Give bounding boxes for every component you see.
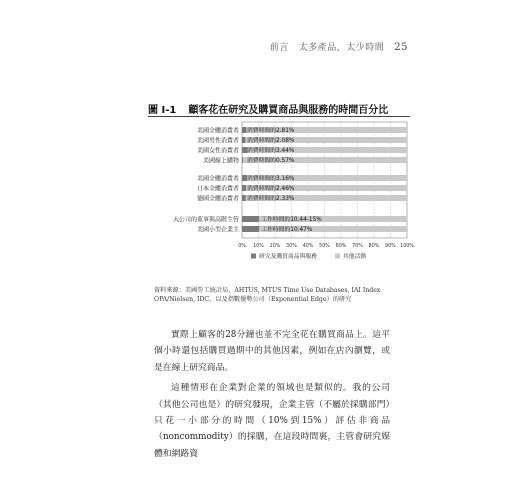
source-note: 資料來源：美國勞工統計局，AHTUS, MTUS Time Use Databases, IAI Index OPA/Nielsen, IDC，以及指數優勢公司（Exponential Edge）的研究 [154,287,381,304]
x-tick-label: 100% [400,244,414,249]
bar-data-label: 消費時間的2.81% [247,128,295,135]
category-label: 美國線上購物 [202,157,239,165]
bar-research [242,137,245,143]
bar-research [242,195,246,201]
x-tick-label: 50% [319,244,330,249]
x-tick-label: 70% [352,244,363,249]
category-label: 德國全體消費者 [196,195,239,203]
running-head-title: 太多產品，太少時間 [298,43,385,53]
x-tick-label: 90% [385,244,396,249]
bar-data-label: 消費時間的3.16% [247,176,295,183]
bar-data-label: 工作時間的10.44-15% [261,217,322,224]
category-label: 美國小型企業主 [196,226,239,234]
running-head-section: 前言 [269,43,289,53]
x-tick-label: 0% [238,244,246,249]
figure-caption: 顧客花在研究及購買商品與服務的時間百分比 [188,105,389,116]
running-head [270,40,408,53]
x-tick-label: 20% [269,244,281,249]
bar-data-label: 消費時間的2.33% [247,196,295,203]
body-text [154,327,390,466]
figure-label: 圖 I-1 [148,105,177,116]
paragraph: 這種情形在企業對企業的領域也是類似的。我的公司（其他公司也是）的研究發現，企業主管（不屬於採購部門）只花一小部分的時間（10%到15%）評估非商品（noncommodity）的採購，在這段時間裏，主管會研究媒體和網路資 [154,383,390,459]
bar-research [242,157,243,163]
bar-data-label: 消費時間的3.44% [247,148,295,155]
category-label: 日本全體消費者 [196,185,239,193]
figure-rule [148,116,410,117]
legend-label-research: 研究及購買商品與服務 [259,254,317,260]
page-number: 25 [394,42,408,53]
bar-data-label: 消費時間的2.08% [247,138,295,145]
legend-swatch-other [335,254,340,259]
category-label: 美國男性消費者 [196,137,239,145]
legend-label-other: 其他活動 [343,254,367,260]
time-percentage-chart [148,118,418,283]
bar-research [242,216,259,222]
x-tick-label: 60% [335,244,347,249]
bar-research [242,185,246,191]
paragraph: 實際上顧客的28分鐘也並不完全花在購買商品上。這平個小時還包括購買過期中的其他因素，例如在店內瀏覽，或是在線上研究商品。 [154,330,390,373]
x-tick-label: 30% [286,244,297,249]
figure-title [148,101,388,116]
legend-swatch-research [251,254,256,259]
bar-data-label: 消費時間的0.57% [247,158,295,165]
bar-data-label: 工作時間的10.47% [261,227,313,234]
category-label: 美國全體消費者 [196,127,239,135]
x-tick-label: 10% [253,244,264,249]
category-label: 美國全體消費者 [196,175,239,183]
category-label: 美國女性消費者 [196,147,239,155]
bar-research [242,127,247,133]
category-label: 大公司的董事與高階主管 [172,216,239,224]
bar-research [242,226,259,232]
bar-data-label: 消費時間的2.46% [247,186,295,193]
x-tick-label: 80% [368,244,380,249]
x-tick-label: 40% [302,244,314,249]
